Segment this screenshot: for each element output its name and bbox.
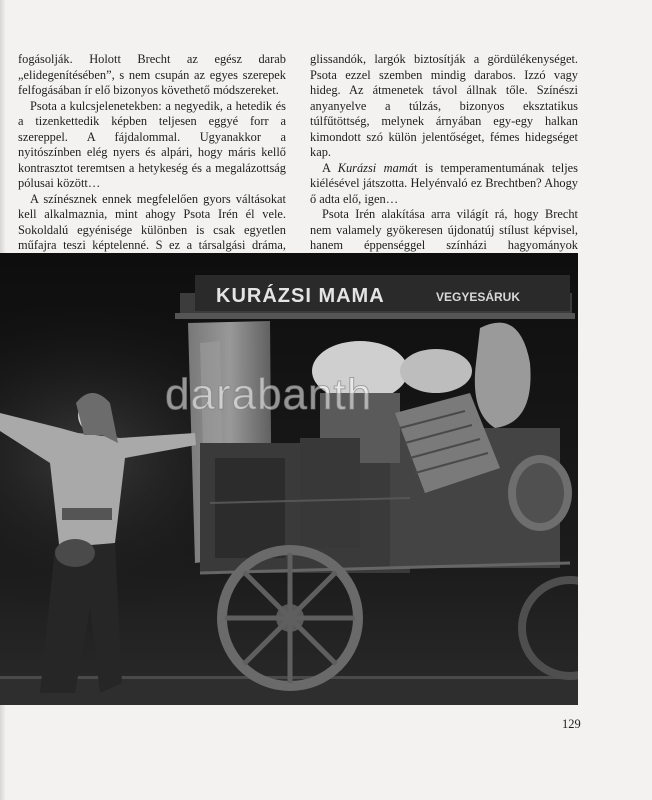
right-paragraph-1: glissandók, largók biztosítják a gördülékenységet. Psota ezzel szemben mindig darabos. Izzó vagy hideg. Az átmenetek távol állnak tőle. Színészi anyanyelve a túlzás, bizonyos eksztatikus túlfűtöttség, melynek árnyában egy-egy halkan kimondott szó külön jelentőséget, fémes hidegséget kap. (310, 52, 578, 159)
right-text-column (310, 52, 578, 286)
wagon-sign-small: VEGYESÁRUK (436, 290, 521, 304)
wagon-sign-main: KURÁZSI MAMA (216, 285, 385, 307)
right-paragraph-2-prefix: A (322, 160, 338, 175)
left-text-column (18, 52, 286, 269)
wagon-wheel-left (222, 550, 358, 686)
left-paragraph-2: Psota a kulcsjelenetekben: a negyedik, a hetedik és a tizenkettedik képben teljesen eggyé forr a szereppel. A fájdalommal. Ugyanakkor a nyitószínben elég nyers és alpári, hogy máris kellő kontrasztot teremtsen a hetykeség és a megalázottság pólusai között… (18, 98, 286, 190)
right-paragraph-2-rest: t is temperamentumának teljes kiélésével játszotta. Helyénvaló ez Brechtben? Ahogy ő adta elő, igen… (310, 160, 578, 206)
right-paragraph-2 (310, 161, 578, 208)
play-title-italic: Kurázsi mamá (337, 160, 414, 175)
left-paragraph-3: A színésznek ennek megfelelően gyors váltásokat kell alkalmaznia, mint ahogy Psota Irén él vele. Sokoldalú egyénisége különben is csak egyetlen műfajra teszi képtelenné. S ez a társalgási dráma, (18, 191, 286, 252)
page-number: 129 (562, 717, 581, 731)
left-paragraph-1: fogásolják. Holott Brecht az egész darab „elidegenítésében”, s nem csupán az egyes szerepek felfogásában ír elő bizonyos követhető módszereket. (18, 52, 286, 97)
right-paragraph-3: Psota Irén alakítása arra világít rá, hogy Brecht nem valamely gyökeresen újdonatúj stílust képvisel, hanem éppenséggel színházi hagyományok (310, 207, 578, 252)
stage-photograph (0, 253, 578, 705)
stage-photo-drawing (0, 253, 578, 705)
watermark-text: darabanth (165, 370, 373, 419)
